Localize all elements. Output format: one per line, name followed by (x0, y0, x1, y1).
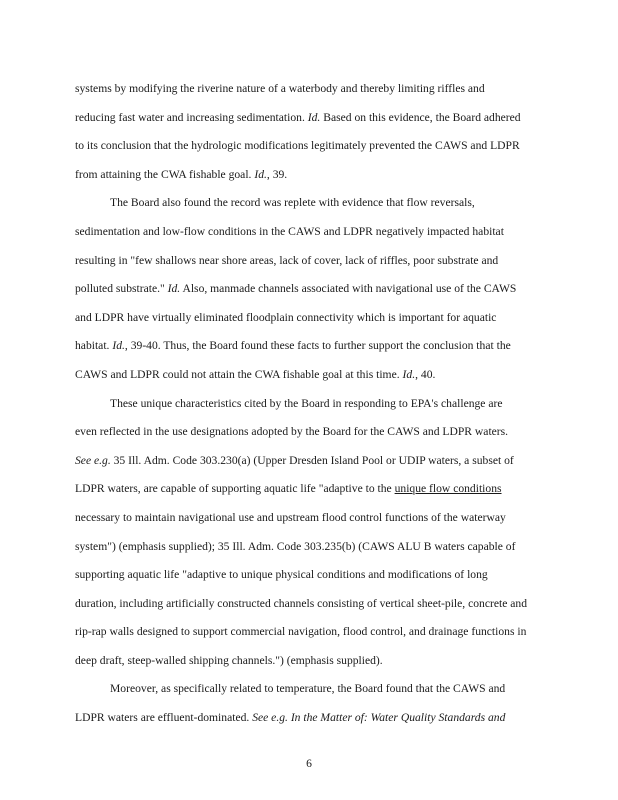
line-text: Moreover, as specifically related to temperature, the Board found that the CAWS and (110, 682, 506, 696)
text-line (75, 561, 547, 590)
page-number: 6 (306, 757, 312, 770)
line-text: Based on this evidence, the Board adhered (320, 110, 521, 124)
citation-text: Id. (307, 110, 321, 124)
line-text: CAWS and LDPR could not attain the CWA fishable goal at this time. (75, 367, 403, 381)
citation-text: Id. (112, 339, 125, 353)
text-line (75, 590, 547, 619)
line-text: rip-rap walls designed to support commercial navigation, flood control, and drainage functions in (75, 625, 527, 639)
line-text: LDPR waters, are capable of supporting aquatic life "adaptive to the (75, 482, 395, 496)
line-text: even reflected in the use designations adopted by the Board for the CAWS and LDPR waters. (75, 425, 509, 439)
text-line (75, 647, 547, 676)
citation-text: See e.g. (75, 453, 111, 467)
line-text: systems by modifying the riverine nature of a waterbody and thereby limiting riffles and (75, 82, 485, 95)
text-line (75, 304, 547, 333)
text-line (75, 418, 547, 447)
text-line (75, 533, 547, 562)
citation-text: See e.g. In the Matter of: Water Quality Standards and (252, 711, 506, 725)
text-line (75, 132, 547, 161)
line-text: deep draft, steep-walled shipping channels.") (emphasis supplied). (75, 653, 383, 667)
paragraph-first-line (75, 675, 547, 704)
line-text: duration, including artificially constructed channels consisting of vertical sheet-pile, concrete and (75, 596, 527, 610)
line-text: habitat. (75, 339, 113, 353)
citation-text: Id. (402, 367, 416, 381)
citation-text: Id. (254, 167, 267, 181)
text-line (75, 475, 547, 504)
line-text: The Board also found the record was replete with evidence that flow reversals, (110, 196, 475, 210)
line-text: These unique characteristics cited by the Board in responding to EPA's challenge are (110, 396, 503, 410)
line-text: supporting aquatic life "adaptive to unique physical conditions and modifications of long (75, 568, 488, 582)
text-line (75, 332, 547, 361)
text-line (75, 704, 547, 733)
line-text: polluted substrate." (75, 282, 168, 296)
text-line (75, 361, 547, 390)
line-text: , 39-40. Thus, the Board found these facts to further support the conclusion that the (124, 339, 511, 353)
line-text: system") (emphasis supplied); 35 Ill. Adm. Code 303.235(b) (CAWS ALU B waters capable of (75, 539, 516, 553)
line-text: resulting in "few shallows near shore areas, lack of cover, lack of riffles, poor substrate and (75, 253, 499, 267)
text-line (75, 161, 547, 190)
line-text: reducing fast water and increasing sedimentation. (75, 110, 308, 124)
line-text: 35 Ill. Adm. Code 303.230(a) (Upper Dresden Island Pool or UDIP waters, a subset of (110, 453, 514, 467)
text-line (75, 75, 547, 104)
line-text: and LDPR have virtually eliminated floodplain connectivity which is important for aquatic (75, 310, 497, 324)
text-line (75, 218, 547, 247)
paragraph-first-line (75, 390, 547, 419)
text-line (75, 275, 547, 304)
citation-text: Id. (167, 282, 181, 296)
text-line (75, 247, 547, 276)
line-text: to its conclusion that the hydrologic modifications legitimately prevented the CAWS and LDPR (75, 139, 520, 153)
emphasized-text: unique flow conditions (394, 482, 502, 496)
line-text: necessary to maintain navigational use and upstream flood control functions of the waterway (75, 510, 506, 524)
line-text: , 40. (415, 367, 436, 381)
line-text: sedimentation and low-flow conditions in the CAWS and LDPR negatively impacted habitat (75, 224, 504, 238)
text-line (75, 504, 547, 533)
text-line (75, 104, 547, 133)
line-text: Also, manmade channels associated with navigational use of the CAWS (180, 282, 517, 296)
line-text: from attaining the CWA fishable goal. (75, 167, 255, 181)
text-line (75, 618, 547, 647)
line-text: LDPR waters are effluent-dominated. (75, 711, 253, 725)
text-line (75, 447, 547, 476)
body-text (75, 75, 547, 733)
paragraph-first-line (75, 189, 547, 218)
line-text: , 39. (266, 167, 288, 181)
